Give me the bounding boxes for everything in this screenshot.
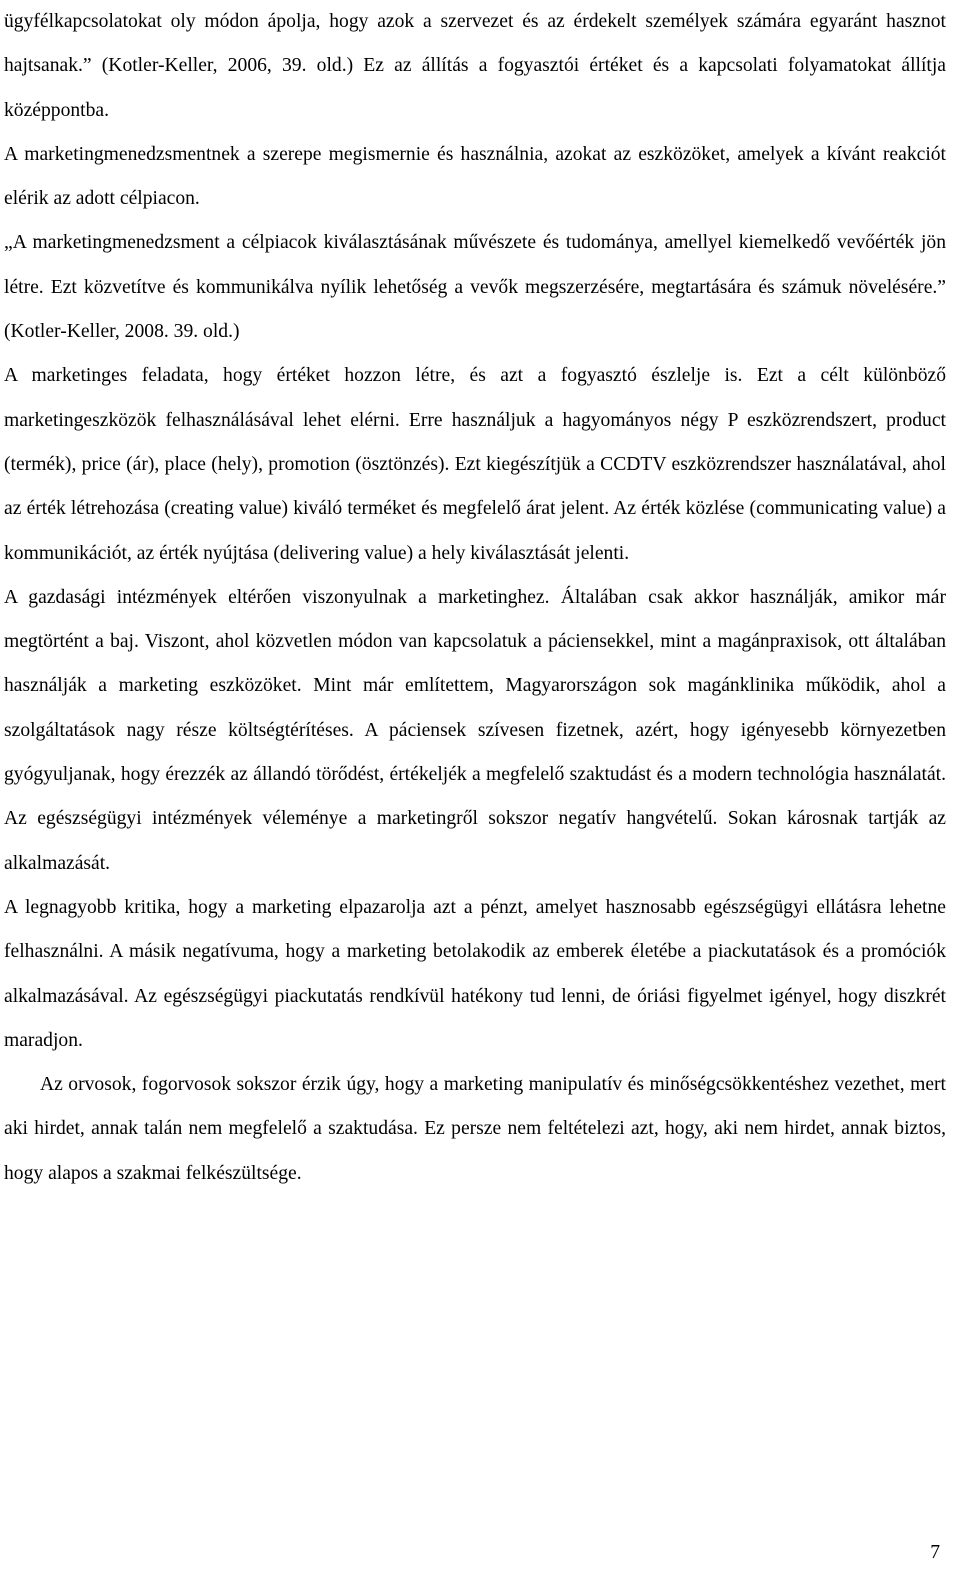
- paragraph-4: A marketinges feladata, hogy értéket hozzon létre, és azt a fogyasztó észlelje is. Ezt a célt különböző marketingeszközök felhasználásával lehet elérni. Erre használjuk a hagyományos négy P eszközrendszert, product (termék), price (ár), place (hely), promotion (ösztönzés). Ezt kiegészítjük a CCDTV eszközrendszer használatával, ahol az érték létrehozása (creating value) kiváló terméket és megfelelő árat jelent. Az érték közlése (communicating value) a kommunikációt, az érték nyújtása (delivering value) a hely kiválasztását jelenti.: [4, 365, 946, 564]
- paragraph-7: Az orvosok, fogorvosok sokszor érzik úgy, hogy a marketing manipulatív és minőségcsökkentéshez vezethet, mert aki hirdet, annak talán nem megfelelő a szaktudása. Ez persze nem feltételezi azt, hogy, aki nem hirdet, annak biztos, hogy alapos a szakmai felkészültsége.: [4, 1074, 946, 1184]
- document-page: [4, 0, 946, 1196]
- paragraph-5: A gazdasági intézmények eltérően viszonyulnak a marketinghez. Általában csak akkor használják, amikor már megtörtént a baj. Viszont, ahol közvetlen módon van kapcsolatuk a páciensekkel, mint a magánpraxisok, ott általában használják a marketing eszközöket. Mint már említettem, Magyarországon sok magánklinika működik, ahol a szolgáltatások nagy része költségtérítéses. A páciensek szívesen fizetnek, azért, hogy igényesebb környezetben gyógyuljanak, hogy érezzék az állandó törődést, értékeljék a megfelelő szaktudást és a modern technológia használatát. Az egészségügyi intézmények véleménye a marketingről sokszor negatív hangvételű. Sokan károsnak tartják az alkalmazását.: [4, 586, 946, 874]
- paragraph-6: A legnagyobb kritika, hogy a marketing elpazarolja azt a pénzt, amelyet hasznosabb egészségügyi ellátásra lehetne felhasználni. A másik negatívuma, hogy a marketing betolakodik az emberek életébe a piackutatások és a promóciók alkalmazásával. Az egészségügyi piackutatás rendkívül hatékony tud lenni, de óriási figyelmet igényel, hogy diszkrét maradjon.: [4, 896, 946, 1051]
- paragraph-3: „A marketingmenedzsment a célpiacok kiválasztásának művészete és tudománya, amellyel kiemelkedő vevőérték jön létre. Ezt közvetítve és kommunikálva nyílik lehetőség a vevők megszerzésére, megtartására és számuk növelésére.” (Kotler-Keller, 2008. 39. old.): [4, 232, 946, 343]
- page-number: 7: [930, 1542, 940, 1563]
- paragraph-2: A marketingmenedzsmentnek a szerepe megismernie és használnia, azokat az eszközöket, amelyek a kívánt reakciót elérik az adott célpiacon.: [4, 143, 946, 210]
- paragraph-1: ügyfélkapcsolatokat oly módon ápolja, hogy azok a szervezet és az érdekelt személyek számára egyaránt hasznot hajtsanak.” (Kotler-Keller, 2006, 39. old.) Ez az állítás a fogyasztói értéket és a kapcsolati folyamatokat állítja középpontba.: [4, 11, 946, 121]
